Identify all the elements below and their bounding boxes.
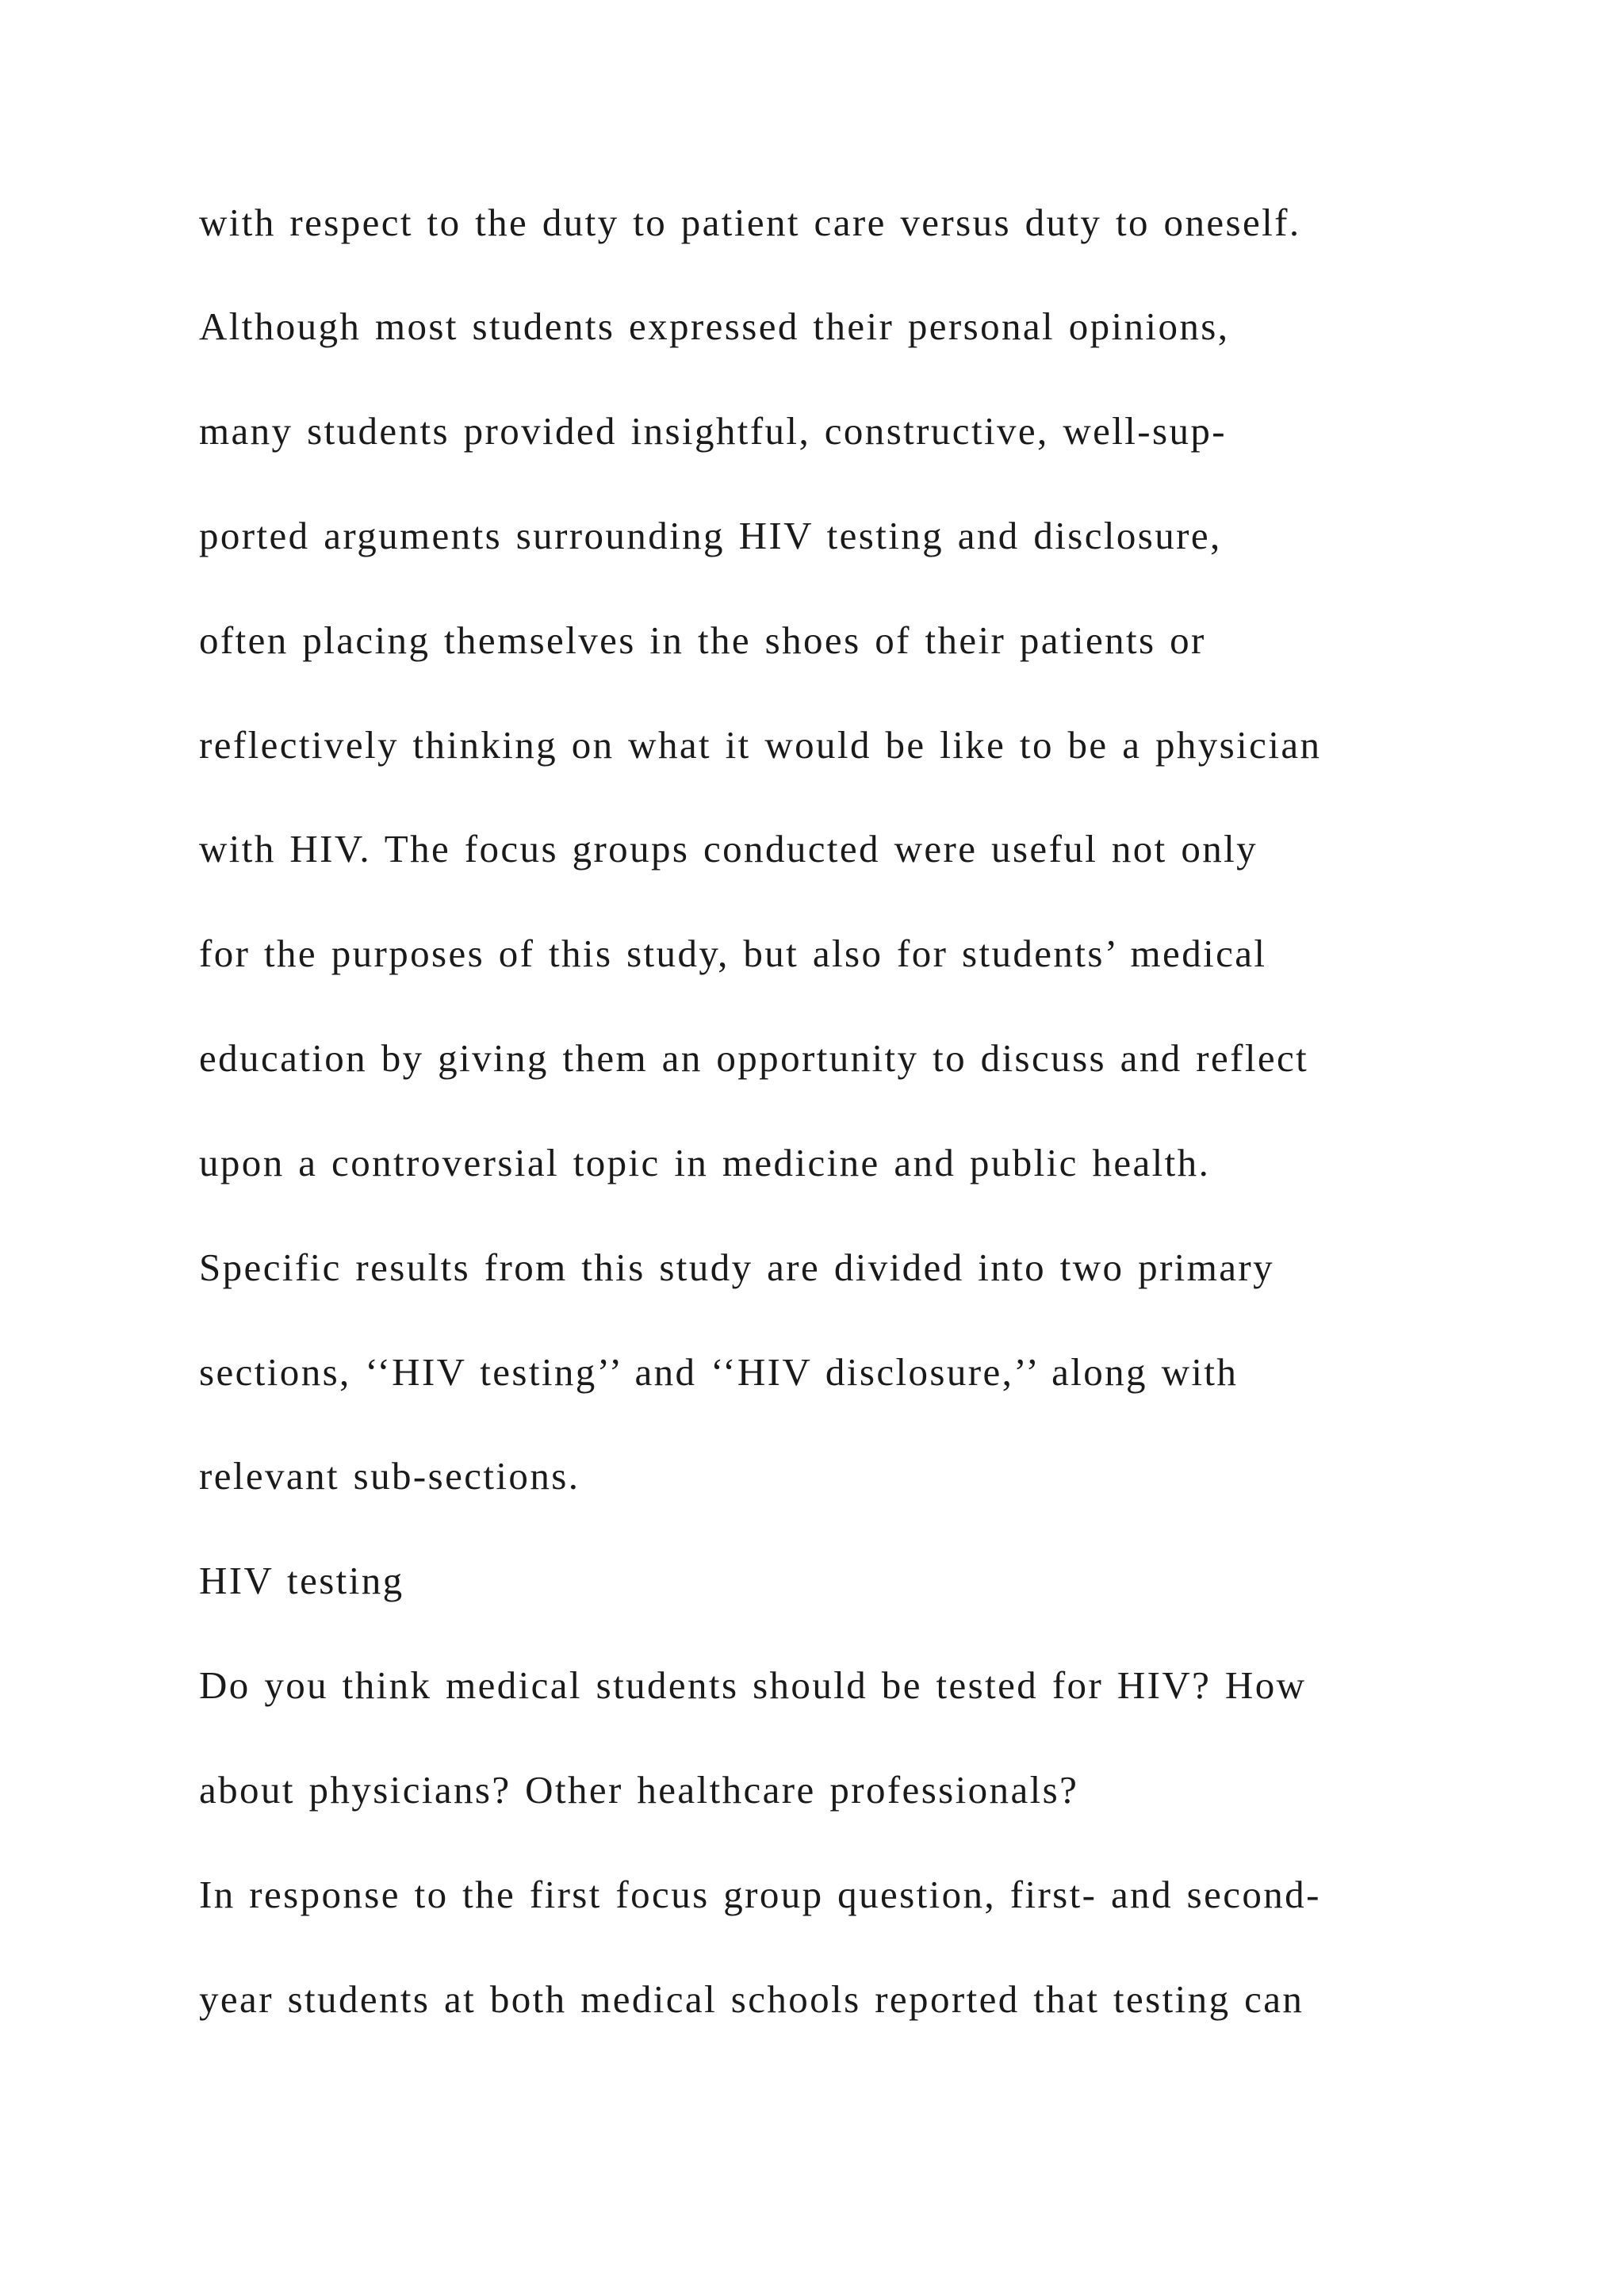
- body-text-line: for the purposes of this study, but also for students’ medical: [199, 932, 1267, 975]
- body-text-line: upon a controversial topic in medicine and public health.: [199, 1141, 1211, 1184]
- body-text-line: In response to the first focus group question, first- and second-: [199, 1873, 1321, 1916]
- body-text-line: relevant sub-sections.: [199, 1454, 580, 1498]
- body-text-line: Although most students expressed their personal opinions,: [199, 304, 1230, 348]
- body-text-line: with respect to the duty to patient care versus duty to oneself.: [199, 201, 1301, 244]
- body-text-line: education by giving them an opportunity to discuss and reflect: [199, 1036, 1309, 1080]
- body-text-line: ported arguments surrounding HIV testing and disclosure,: [199, 514, 1222, 557]
- body-text-line: Specific results from this study are divided into two primary: [199, 1246, 1274, 1289]
- body-text-line: many students provided insightful, constructive, well-sup-: [199, 409, 1227, 453]
- section-heading: HIV testing: [199, 1559, 404, 1602]
- focus-group-question-line: Do you think medical students should be tested for HIV? How: [199, 1663, 1307, 1707]
- body-text-line: with HIV. The focus groups conducted were useful not only: [199, 827, 1258, 871]
- focus-group-question-line: about physicians? Other healthcare professionals?: [199, 1768, 1079, 1812]
- body-text-line: often placing themselves in the shoes of their patients or: [199, 618, 1206, 662]
- body-text-line: reflectively thinking on what it would be like to be a physician: [199, 723, 1322, 767]
- body-text-line: sections, ‘‘HIV testing’’ and ‘‘HIV disclosure,’’ along with: [199, 1350, 1239, 1394]
- body-text-line: year students at both medical schools reported that testing can: [199, 1977, 1304, 2021]
